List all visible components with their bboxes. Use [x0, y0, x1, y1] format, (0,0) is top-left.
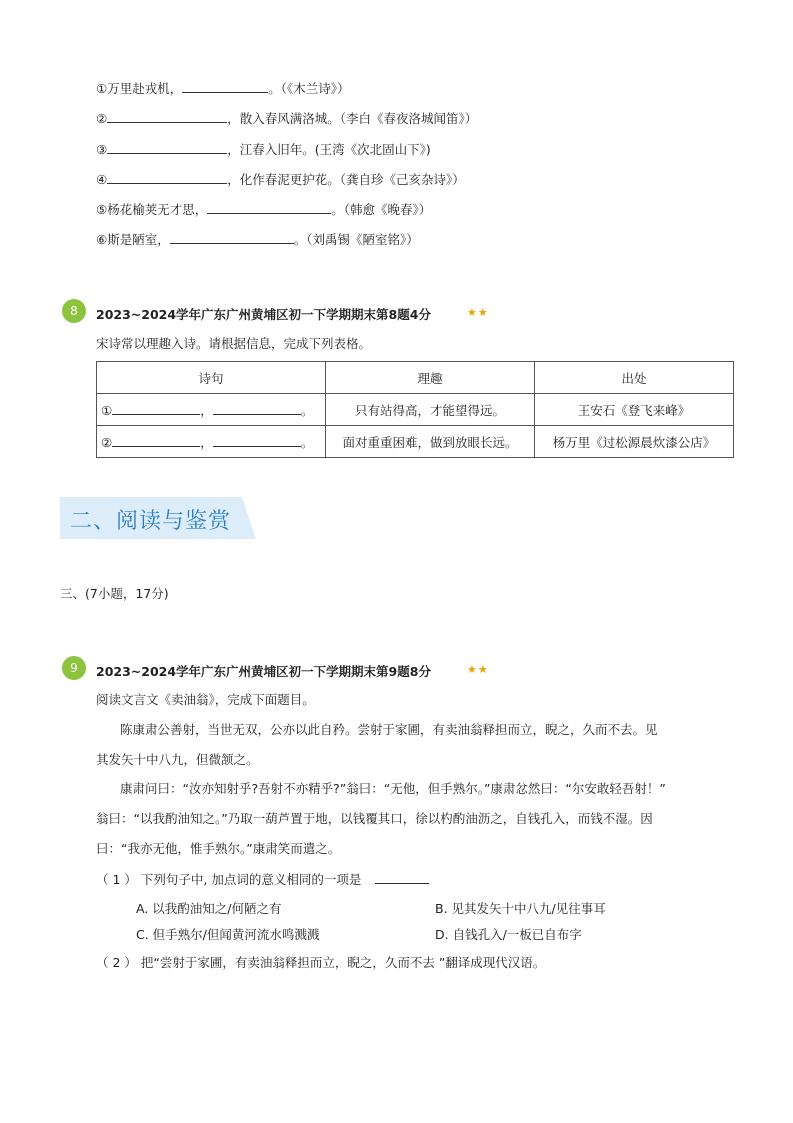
passage-line: 陈康肃公善射，当世无双，公亦以此自矜。尝射于家圃，有卖油翁释担而立，睨之，久而不去。见: [120, 722, 658, 737]
question-header: 2023~2024学年广东广州黄埔区初一下学期期末第8题4分: [96, 307, 431, 322]
answer-blank[interactable]: [207, 201, 331, 214]
passage-line: 曰：“我亦无他，惟手熟尔。”康肃笑而遣之。: [96, 841, 341, 856]
fill-line-prefix: ⑤杨花榆荚无才思，: [96, 202, 208, 217]
question-number-badge: 8: [62, 299, 86, 323]
difficulty-stars: ★★: [467, 663, 489, 676]
row-lead: ①: [101, 402, 113, 418]
fill-line-4: [96, 171, 465, 189]
answer-blank[interactable]: [107, 141, 227, 154]
section-title: 二、阅读与鉴赏: [70, 509, 232, 534]
answer-blank[interactable]: [112, 434, 200, 447]
passage-line: 其发矢十中八九，但微颔之。: [96, 752, 259, 767]
table-header-cell: 诗句: [97, 362, 326, 394]
poem-cell: [97, 426, 326, 458]
fill-line-suffix: 。（刘禹锡《陋室铭》）: [293, 232, 419, 247]
sub-question-1: [96, 871, 429, 889]
fill-line-suffix: ，江春入旧年。(王湾《次北固山下》): [227, 142, 431, 157]
source-cell: 杨万里《过松源晨炊漆公店》: [535, 426, 734, 458]
answer-blank[interactable]: [213, 402, 301, 415]
answer-blank[interactable]: [375, 871, 429, 884]
answer-blank[interactable]: [170, 231, 294, 244]
fill-line-prefix: ①万里赴戎机，: [96, 81, 183, 96]
table-header-cell: 理趣: [326, 362, 535, 394]
fill-line-5: [96, 201, 431, 219]
row-end: 。: [300, 434, 314, 450]
fill-line-suffix: 。（《木兰诗》）: [268, 81, 350, 96]
fill-line-prefix: ②: [96, 111, 108, 126]
fill-line-2: [96, 110, 477, 128]
table-row: [97, 394, 734, 426]
fill-line-1: [96, 80, 349, 98]
difficulty-stars: ★★: [467, 306, 489, 319]
sub-question-2: （ 2 ） 把“尝射于家圃，有卖油翁释担而立，睨之，久而不去 ”翻译成现代汉语。: [96, 955, 546, 970]
fill-line-suffix: ，散入春风满洛城。（李白《春夜洛城闻笛》）: [227, 111, 478, 126]
question-instruction: 阅读文言文《卖油翁》，完成下面题目。: [96, 692, 315, 707]
answer-blank[interactable]: [107, 110, 227, 123]
fill-line-prefix: ③: [96, 142, 108, 157]
option-a[interactable]: A. 以我酌油知之/何陋之有: [136, 901, 282, 916]
passage-line: 翁曰：“以我酌油知之。”乃取一葫芦置于地，以钱覆其口，徐以杓酌油沥之，自钱孔入，而钱不湿。因: [96, 811, 653, 826]
question-header: 2023~2024学年广东广州黄埔区初一下学期期末第9题8分: [96, 664, 431, 679]
table-header-cell: 出处: [535, 362, 734, 394]
table-header-row: [97, 362, 734, 394]
answer-blank[interactable]: [213, 434, 301, 447]
row-mid: ，: [200, 434, 213, 450]
option-c[interactable]: C. 但手熟尔/但闻黄河流水鸣溅溅: [136, 927, 320, 942]
row-mid: ，: [200, 402, 213, 418]
question-number-badge: 9: [62, 656, 86, 680]
question-instruction: 宋诗常以理趣入诗。请根据信息，完成下列表格。: [96, 336, 372, 351]
fill-line-suffix: 。（韩愈《晚春》）: [331, 202, 432, 217]
idea-cell: 只有站得高，才能望得远。: [326, 394, 535, 426]
poem-cell: [97, 394, 326, 426]
row-end: 。: [300, 402, 314, 418]
source-cell: 王安石《登飞来峰》: [535, 394, 734, 426]
fill-line-suffix: ，化作春泥更护花。（龚自珍《己亥杂诗》）: [227, 172, 465, 187]
sub-question-text: （ 1 ） 下列句子中, 加点词的意义相同的一项是: [96, 872, 362, 887]
poem-table: [96, 361, 734, 458]
answer-blank[interactable]: [182, 80, 268, 93]
fill-line-6: [96, 231, 419, 249]
answer-blank[interactable]: [107, 171, 227, 184]
row-lead: ②: [101, 434, 113, 450]
option-b[interactable]: B. 见其发矢十中八九/见往事耳: [435, 901, 606, 916]
section-subtitle: 三、(7小题，17分): [60, 586, 169, 601]
answer-blank[interactable]: [112, 402, 200, 415]
idea-cell: 面对重重困难，做到放眼长远。: [326, 426, 535, 458]
fill-line-prefix: ⑥斯是陋室，: [96, 232, 170, 247]
fill-line-3: [96, 141, 431, 159]
option-d[interactable]: D. 自钱孔入/一板已自布字: [435, 927, 582, 942]
passage-line: 康肃问曰：“汝亦知射乎?吾射不亦精乎?”翁曰：“无他，但手熟尔。”康肃忿然曰：“尔安敢轻吾射！”: [120, 781, 666, 796]
table-row: [97, 426, 734, 458]
fill-line-prefix: ④: [96, 172, 108, 187]
